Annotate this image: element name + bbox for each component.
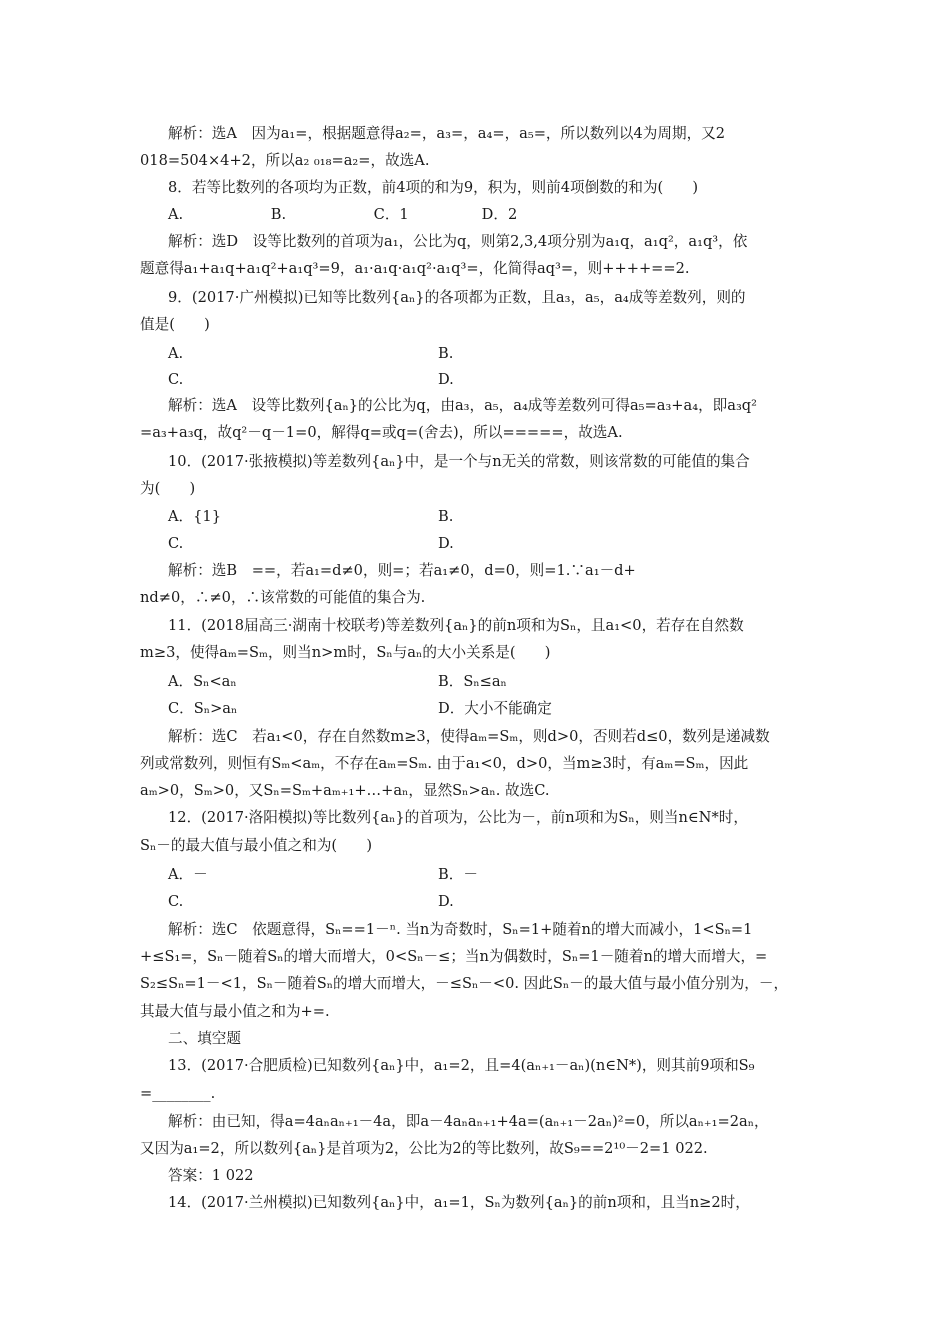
q10-stem-line-1: 10．(2017·张掖模拟)等差数列{aₙ}中，是一个与n无关的常数，则该常数的可能值的集合 bbox=[168, 453, 750, 470]
q12-stem-line-1: 12．(2017·洛阳模拟)等比数列{aₙ}的首项为，公比为－，前n项和为Sₙ，则当n∈N*时， bbox=[168, 809, 748, 826]
q9-solution-line-2: =a₃+a₃q，故q²－q－1=0，解得q=或q=(舍去)，所以=====，故选A. bbox=[140, 424, 623, 441]
q10-option-b: B. bbox=[438, 508, 454, 525]
q11-solution-line-1: 解析：选C 若a₁<0，存在自然数m≥3，使得aₘ=Sₘ，则d>0，否则若d≤0，数列是递减数 bbox=[168, 728, 770, 745]
q12-options-row-2 bbox=[0, 893, 950, 911]
q9-solution-line-1: 解析：选A 设等比数列{aₙ}的公比为q，由a₃，a₅，a₄成等差数列可得a₅=a₃+a₄，即a₃q² bbox=[168, 397, 758, 414]
q9-option-b: B. bbox=[438, 345, 454, 362]
q10-solution-line-2: nd≠0，∴≠0，∴该常数的可能值的集合为. bbox=[140, 589, 426, 606]
q14-stem-line-1: 14．(2017·兰州模拟)已知数列{aₙ}中，a₁=1，Sₙ为数列{aₙ}的前n项和，且当n≥2时， bbox=[168, 1194, 750, 1211]
q12-stem-line-2: Sₙ－的最大值与最小值之和为( ) bbox=[140, 837, 373, 854]
q13-solution-line-2: 又因为a₁=2，所以数列{aₙ}是首项为2，公比为2的等比数列，故S₉==2¹⁰－2=1 022. bbox=[140, 1140, 708, 1157]
q9-option-c: C. bbox=[168, 371, 184, 388]
q8-solution-line-2: 题意得a₁+a₁q+a₁q²+a₁q³=9，a₁·a₁q·a₁q²·a₁q³=，化简得aq³=，则++++==2. bbox=[140, 260, 690, 277]
q9-options-row-1 bbox=[0, 345, 950, 363]
q11-options-row-2 bbox=[0, 700, 950, 718]
q12-option-a: A．－ bbox=[168, 866, 208, 883]
q10-option-d: D. bbox=[438, 535, 454, 552]
q7-solution-line-2: 018=504×4+2，所以a₂ ₀₁₈=a₂=，故选A. bbox=[140, 152, 430, 169]
q9-options-row-2 bbox=[0, 371, 950, 389]
section-heading-fill-in: 二、填空题 bbox=[168, 1030, 241, 1047]
q11-option-c: C．Sₙ>aₙ bbox=[168, 700, 238, 717]
q8-options: A. B. C．1 D．2 bbox=[168, 206, 518, 223]
q12-option-b: B．－ bbox=[438, 866, 478, 883]
q12-solution-line-1: 解析：选C 依题意得，Sₙ==1－ⁿ. 当n为奇数时，Sₙ=1+随着n的增大而减小，1<Sₙ=1 bbox=[168, 921, 753, 938]
q11-option-a: A．Sₙ<aₙ bbox=[168, 673, 237, 690]
q8-solution-line-1: 解析：选D 设等比数列的首项为a₁，公比为q，则第2,3,4项分别为a₁q，a₁q²，a₁q³，依 bbox=[168, 233, 748, 250]
q10-options-row-2 bbox=[0, 535, 950, 553]
q13-answer: 答案：1 022 bbox=[168, 1167, 254, 1184]
q11-stem-line-1: 11．(2018届高三·湖南十校联考)等差数列{aₙ}的前n项和为Sₙ，且a₁<0，若存在自然数 bbox=[168, 617, 744, 634]
q11-stem-line-2: m≥3，使得aₘ=Sₘ，则当n>m时，Sₙ与aₙ的大小关系是( ) bbox=[140, 644, 551, 661]
q13-stem-line-2: =________. bbox=[140, 1085, 216, 1102]
q9-option-a: A. bbox=[168, 345, 184, 362]
q7-solution-line-1: 解析：选A 因为a₁=，根据题意得a₂=，a₃=，a₄=，a₅=，所以数列以4为周期，又2 bbox=[168, 125, 726, 142]
q13-stem-line-1: 13．(2017·合肥质检)已知数列{aₙ}中，a₁=2，且=4(aₙ₊₁－aₙ)(n∈N*)，则其前9项和S₉ bbox=[168, 1057, 755, 1074]
q11-option-d: D．大小不能确定 bbox=[438, 700, 552, 717]
q12-solution-line-3: S₂≤Sₙ=1－<1，Sₙ－随着Sₙ的增大而增大，－≤Sₙ－<0. 因此Sₙ－的最大值与最小值分别为，－， bbox=[140, 975, 789, 992]
q10-option-a: A．{1} bbox=[168, 508, 221, 525]
q12-option-d: D. bbox=[438, 893, 454, 910]
q11-option-b: B．Sₙ≤aₙ bbox=[438, 673, 507, 690]
q10-option-c: C. bbox=[168, 535, 184, 552]
q12-solution-line-2: +≤S₁=，Sₙ－随着Sₙ的增大而增大，0<Sₙ－≤；当n为偶数时，Sₙ=1－随着n的增大而增大，= bbox=[140, 948, 768, 965]
q10-solution-line-1: 解析：选B ==，若a₁=d≠0，则=；若a₁≠0，d=0，则=1.∵a₁－d+ bbox=[168, 562, 636, 579]
q11-solution-line-2: 列或常数列，则恒有Sₘ<aₘ，不存在aₘ=Sₘ. 由于a₁<0，d>0，当m≥3时，有aₘ=Sₘ，因此 bbox=[140, 755, 749, 772]
q11-solution-line-3: aₘ>0，Sₘ>0，又Sₙ=Sₘ+aₘ₊₁+…+aₙ，显然Sₙ>aₙ. 故选C. bbox=[140, 782, 550, 799]
q12-solution-line-4: 其最大值与最小值之和为+=. bbox=[140, 1003, 330, 1020]
q10-options-row-1 bbox=[0, 508, 950, 526]
q12-option-c: C. bbox=[168, 893, 184, 910]
q12-options-row-1 bbox=[0, 866, 950, 884]
q13-solution-line-1: 解析：由已知，得a=4aₙaₙ₊₁－4a，即a－4aₙaₙ₊₁+4a=(aₙ₊₁－2aₙ)²=0，所以aₙ₊₁=2aₙ， bbox=[168, 1113, 769, 1130]
q9-stem-line-2: 值是( ) bbox=[140, 316, 210, 333]
q9-stem-line-1: 9．(2017·广州模拟)已知等比数列{aₙ}的各项都为正数，且a₃，a₅，a₄成等差数列，则的 bbox=[168, 289, 746, 306]
q8-stem: 8．若等比数列的各项均为正数，前4项的和为9，积为，则前4项倒数的和为( ) bbox=[168, 179, 699, 196]
q9-option-d: D. bbox=[438, 371, 454, 388]
q11-options-row-1 bbox=[0, 673, 950, 691]
q10-stem-line-2: 为( ) bbox=[140, 480, 196, 497]
